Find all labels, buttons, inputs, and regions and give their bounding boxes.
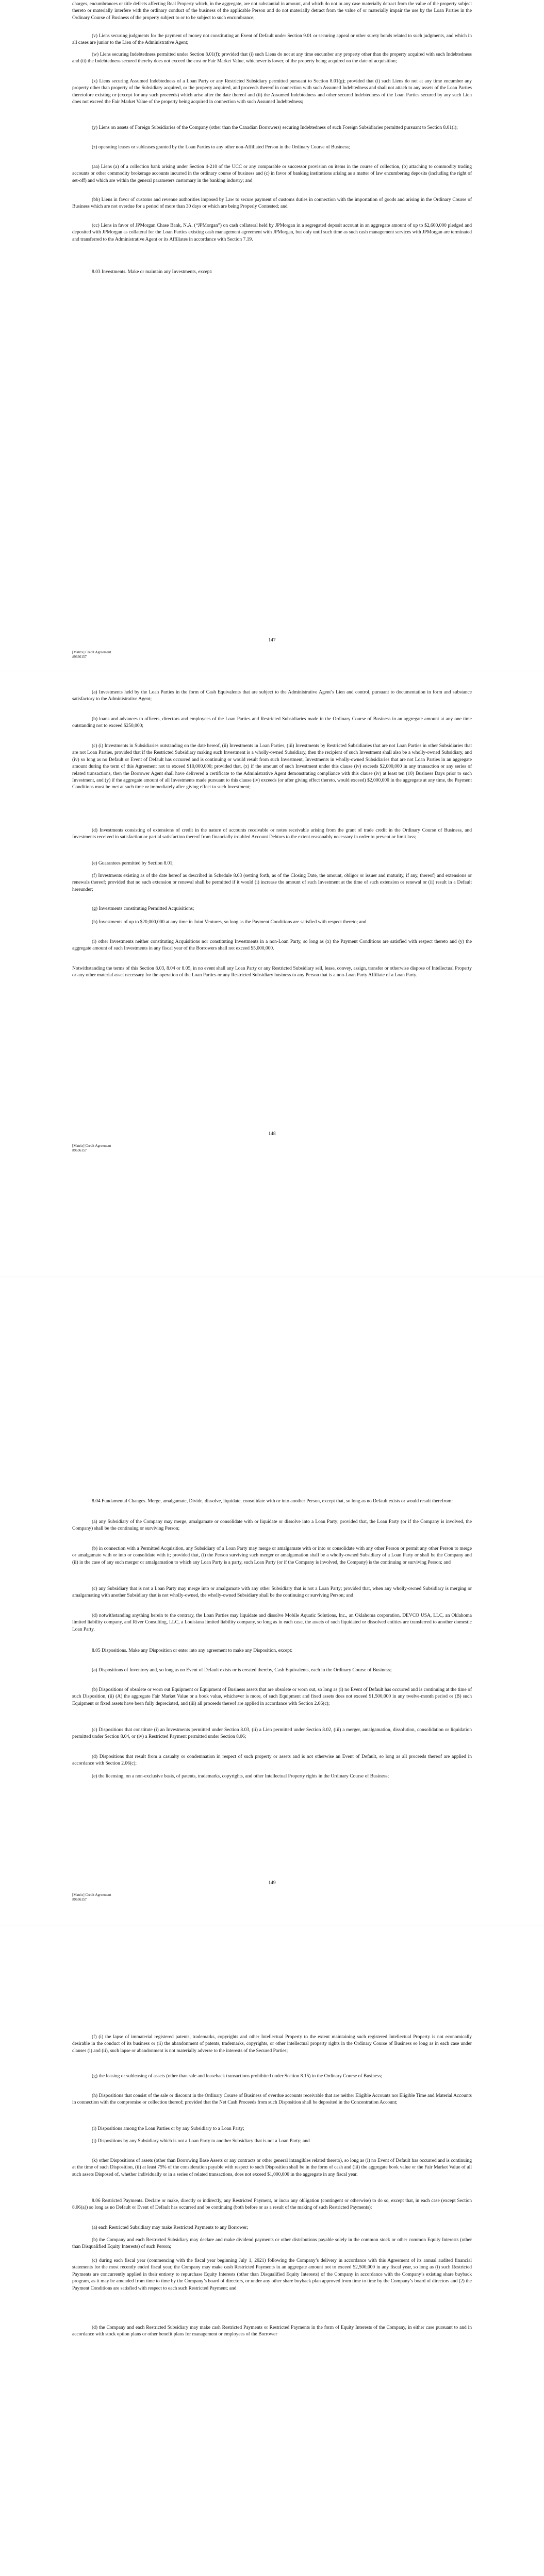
paragraph: (bb) Liens in favor of customs and revenue authorities imposed by Law to secure payment of customs duties in connection with the importation of goods and arising in the Ordinary Course of Business which are not overdue for a period of more than 30 days or which are being Properly Contested; and xyxy=(72,197,472,210)
paragraph: (c) (i) Investments in Subsidiaries outstanding on the date hereof, (ii) Investments in Loan Parties, (iii) Investments by Restricted Subsidiaries that are not Loan Parties in other Subsidiaries that are not Loan Parties, provided that if the Restricted Subsidiary making such Investment is a wholly-owned Subsidiary, then the recipient of such Investment shall also be a wholly-owned Subsidiary, and (iv) so long as no Default or Event of Default has occurred and is continuing or would result from such Investment, Investments in wholly-owned Subsidiaries that are not Loan Parties in an aggregate amount during the term of this Agreement not to exceed $10,000,000; provided that, (x) if the amount of such Investment under this clause (iv) exceeds $2,000,000 in any transaction or any series of related transactions, then the Borrower Agent shall have delivered a certificate to the Administrative Agent demonstrating compliance with this clause (iv) at least ten (10) Business Days prior to such Investment, and (y) if the aggregate amount of all Investments made pursuant to this clause (iv) exceeds (or after giving effect thereto, would exceed) $2,000,000 in the aggregate at any time, the Payment Conditions must be met at such time or immediately after giving effect to such Investment; xyxy=(72,743,472,790)
paragraph: (i) Dispositions among the Loan Parties or by any Subsidiary to a Loan Party; xyxy=(92,2126,244,2131)
paragraph: (g) the leasing or subleasing of assets (other than sale and leaseback transactions prohibited under Section 8.15) in the Ordinary Course of Business; xyxy=(92,2074,383,2079)
paragraph: (k) other Dispositions of assets (other than Borrowing Base Assets or any contracts or other general intangibles related thereto), so long as (i) no Event of Default has occurred and is continuing at the time of such Disposition, (ii) at least 75% of the consideration payable with respect to such Disposition shall be in the form of cash and (iii) the aggregate book value or the Fair Market Value of all such assets Disposed of, whether individually or in a series of related transactions, does not exceed $1,000,000 in the aggregate in any fiscal year. xyxy=(72,2158,472,2177)
paragraph: (z) operating leases or subleases granted by the Loan Parties to any other non-Affiliated Person in the Ordinary Course of Business; xyxy=(92,145,350,150)
section-heading: 8.04 Fundamental Changes. Merge, amalgamate, Divide, dissolve, liquidate, consolidate with or into another Person, except that, so long as no Default exists or would result therefrom: xyxy=(92,1499,453,1504)
footer-docid: #9636157 xyxy=(72,655,87,659)
page-number: 148 xyxy=(268,1131,276,1137)
paragraph: (d) notwithstanding anything herein to the contrary, the Loan Parties may liquidate and dissolve Mobile Aquatic Solutions, Inc., an Oklahoma corporation, DEVCO USA, LLC, an Oklahoma limited liability company, and River Consulting, LLC, a Louisiana limited liability company, so long as in each case, the assets of such liquidated or dissolved entities are transferred to another domestic Loan Party. xyxy=(72,1613,472,1632)
paragraph: (c) any Subsidiary that is not a Loan Party may merge into or amalgamate with any other Subsidiary that is not a Loan Party; provided that, when any wholly-owned Subsidiary is merging or amalgamating with another Subsidiary that is not wholly-owned, the wholly-owned Subsidiary shall be the continuing or surviving Person; and xyxy=(72,1586,472,1599)
page-number: 147 xyxy=(268,638,276,643)
paragraph: (f) Investments existing as of the date hereof as described in Schedule 8.03 (setting forth, as of the Closing Date, the amount, obligor or issuer and maturity, if any, thereof) and extensions or renewals thereof; provided that no such extension or renewal shall be permitted if it would (i) increase the amount of such Investment at the time of such extension or renewal or (ii) result in a Default hereunder; xyxy=(72,873,472,892)
paragraph: (a) any Subsidiary of the Company may merge, amalgamate or consolidate with or liquidate or dissolve into a Loan Party; provided that, the Loan Party (or if the Company is involved, the Company) shall be the continuing or surviving Person; xyxy=(72,1519,472,1532)
paragraph: (c) during each fiscal year (commencing with the fiscal year beginning July 1, 2021) following the Company’s delivery in accordance with this Agreement of its annual audited financial statements for the most recently ended fiscal year, the Company may make cash Restricted Payments in an aggregate amount not to exceed $2,500,000 in any fiscal year, so long as (i) such Restricted Payments are concurrently applied in their entirety to repurchase Equity Interests (other than Disqualified Equity Interests) of the Company in accordance with the Company’s existing share buyback program, as it may be amended from time to time by the Company’s board of directors, or under any other share buyback plan approved from time to time by the Company’s board of directors and (2) the Payment Conditions are satisfied with respect to each such Restricted Payment; and xyxy=(72,2258,472,2291)
paragraph: (f) (i) the lapse of immaterial registered patents, trademarks, copyrights and other Intellectual Property to the extent maintaining such registered Intellectual Property is not economically desirable in the conduct of its business or (ii) the abandonment of patents, trademarks, copyrights, or other intellectual property rights in the Ordinary Course of Business so long as in each case under clauses (i) and (ii), such lapse or abandonment is not materially adverse to the interests of the Secured Parties; xyxy=(72,2035,472,2054)
paragraph: (a) each Restricted Subsidiary may make Restricted Payments to any Borrower; xyxy=(92,2225,249,2230)
paragraph: (d) Investments consisting of extensions of credit in the nature of accounts receivable or notes receivable arising from the grant of trade credit in the Ordinary Course of Business, and Investments received in satisfaction or partial satisfaction thereof from financially troubled Account Debtors to the extent reasonably necessary in order to prevent or limit loss; xyxy=(72,828,472,840)
paragraph: (g) Investments constituting Permitted Acquisitions; xyxy=(92,906,194,911)
paragraph: (h) Investments of up to $20,000,000 at any time in Joint Ventures, so long as the Payment Conditions are satisfied with respect thereto; and xyxy=(92,920,367,925)
footer-title: [Matrix] Credit Agreement xyxy=(72,1893,111,1897)
paragraph: (b) in connection with a Permitted Acquisition, any Subsidiary of a Loan Party may merge or amalgamate with or into or consolidate with any other Person or permit any other Person to merge or amalgamate with or into or consolidate with it; provided that, (i) the Person surviving such merger or amalgamation shall be a wholly-owned Subsidiary of a Loan Party or shall be the Company and (ii) in the case of any such merger or amalgamation to which any Loan Party is a party, such Loan Party (or if the Company is involved, the Company) is the continuing or surviving Person; and xyxy=(72,1546,472,1565)
paragraph: (i) other Investments neither constituting Acquisitions nor constituting Investments in a non-Loan Party, so long as (x) the Payment Conditions are satisfied with respect thereto and (y) the aggregate amount of such Investments in any fiscal year of the Borrowers shall not exceed $5,000,000. xyxy=(72,939,472,952)
paragraph: (aa) Liens (a) of a collection bank arising under Section 4-210 of the UCC or any comparable or successor provision on items in the course of collection, (b) attaching to commodity trading accounts or other commodity brokerage accounts incurred in the ordinary course of business and (c) in favor of banking institutions arising as a matter of law encumbering deposits (including the right of set-off) and which are within the general parameters customary in the banking industry; and xyxy=(72,164,472,183)
paragraph: (b) Dispositions of obsolete or worn out Equipment or Equipment of Business assets that are obsolete or worn out, so long as (i) no Event of Default has occurred and is continuing at the time of such Disposition, (ii) (A) the aggregate Fair Market Value or a book value, whichever is more, of such Equipment and fixed assets does not exceed $1,500,000 in any twelve-month period or (B) such Equipment or fixed assets have been fully depreciated, and (iii) all proceeds thereof are applied in accordance with Section 2.06(c); xyxy=(72,1687,472,1706)
paragraph: (a) Investments held by the Loan Parties in the form of Cash Equivalents that are subject to the Administrative Agent’s Lien and control, pursuant to documentation in form and substance satisfactory to the Administrative Agent; xyxy=(72,690,472,702)
paragraph: (y) Liens on assets of Foreign Subsidiaries of the Company (other than the Canadian Borrowers) securing Indebtedness of such Foreign Subsidiaries permitted pursuant to Section 8.01(l); xyxy=(92,125,458,130)
paragraph: (d) Dispositions that result from a casualty or condemnation in respect of such property or assets and is not otherwise an Event of Default, so long as all proceeds thereof are applied in accordance with Section 2.06(c); xyxy=(72,1754,472,1767)
section-heading: 8.06 Restricted Payments. Declare or make, directly or indirectly, any Restricted Payment, or incur any obligation (contingent or otherwise) to do so, except that, in each case (except Section 8.06(a)) so long as no Default or Event of Default has occurred and be continuing (both before or as a result of the making of such Restricted Payments): xyxy=(72,2198,472,2211)
paragraph: (c) Dispositions that constitute (i) an Investments permitted under Section 8.03, (ii) a Lien permitted under Section 8.02, (iii) a merger, amalgamation, dissolution, consolidation or liquidation permitted under Section 8.04, or (iv) a Restricted Payment permitted under Section 8.06; xyxy=(72,1727,472,1740)
section-heading: 8.05 Dispositions. Make any Disposition or enter into any agreement to make any Disposition, except: xyxy=(92,1648,293,1653)
footer-title: [Matrix] Credit Agreement xyxy=(72,1144,111,1148)
section-heading: 8.03 Investments. Make or maintain any Investments, except: xyxy=(92,269,212,275)
paragraph: (j) Dispositions by any Subsidiary which is not a Loan Party to another Subsidiary that is not a Loan Party; and xyxy=(92,2139,310,2144)
paragraph: (b) the Company and each Restricted Subsidiary may declare and make dividend payments or other distributions payable solely in the common stock or other common Equity Interests (other than Disqualified Equity Interests) of such Person; xyxy=(72,2238,472,2250)
paragraph: (e) the licensing, on a non-exclusive basis, of patents, trademarks, copyrights, and other Intellectual Property rights in the Ordinary Course of Business; xyxy=(92,1774,389,1779)
paragraph: Notwithstanding the terms of this Section 8.03, 8.04 or 8.05, in no event shall any Loan Party or any Restricted Subsidiary sell, lease, convey, assign, transfer or otherwise dispose of Intellectual Property or any other material asset necessary for the operation of the Loan Parties or any Restricted Subsidiary business to any Person that is a non-Loan Party Affiliate of a Loan Party. xyxy=(72,966,472,978)
paragraph: (a) Dispositions of Inventory and, so long as no Event of Default exists or is created thereby, Cash Equivalents, each in the Ordinary Course of Business; xyxy=(92,1668,392,1673)
paragraph: charges, encumbrances or title defects affecting Real Property which, in the aggregate, are not substantial in amount, and which do not in any case materially detract from the value of the property subject thereto or materially interfere with the ordinary conduct of the business of the applicable Person and do not materially detract from the value of or materially impair the use by the Loan Parties in the Ordinary Course of Business of the property subject to or to be subject to such encumbrance; xyxy=(72,2,472,21)
footer-docid: #9636157 xyxy=(72,1148,87,1153)
paragraph: (d) the Company and each Restricted Subsidiary may make cash Restricted Payments or Restricted Payments in the form of Equity Interests of the Company, in either case pursuant to and in accordance with stock option plans or other benefit plans for management or employees of the Borrower xyxy=(72,2325,472,2337)
paragraph: (v) Liens securing judgments for the payment of money not constituting an Event of Default under Section 9.01 or securing appeal or other surety bonds related to such judgments, and which in all cases are junior to the Lien of the Administrative Agent; xyxy=(72,33,472,46)
paragraph: (e) Guarantees permitted by Section 8.01; xyxy=(92,861,174,866)
footer-title: [Matrix] Credit Agreement xyxy=(72,650,111,654)
paragraph: (cc) Liens in favor of JPMorgan Chase Bank, N.A. (“JPMorgan”) on cash collateral held by JPMorgan in a segregated deposit account in an aggregate amount of up to $2,600,000 pledged and deposited with JPMorgan as collateral for the Loan Parties existing cash management agreement with JPMorgan, but only until such time as such cash management services with JPMorgan are terminated and transferred to the Administrative Agent or its Affiliates in accordance with Section 7.19. xyxy=(72,223,472,242)
paragraph: (w) Liens securing Indebtedness permitted under Section 8.01(f); provided that (i) such Liens do not at any time encumber any property other than the property acquired with such Indebtedness and (ii) the Indebtedness secured thereby does not exceed the cost or Fair Market Value, whichever is lower, of the property being acquired on the date of acquisition; xyxy=(72,52,472,64)
paragraph: (b) loans and advances to officers, directors and employees of the Loan Parties and Restricted Subsidiaries made in the Ordinary Course of Business in an aggregate amount at any one time outstanding not to exceed $250,000; xyxy=(72,717,472,729)
paragraph: (x) Liens securing Assumed Indebtedness of a Loan Party or any Restricted Subsidiary permitted pursuant to Section 8.01(g); provided that (i) such Liens do not at any time encumber any property other than property of the Subsidiary acquired, or the property acquired, and proceeds thereof in connection with such Assumed Indebtedness and shall not attach to any assets of the Loan Parties theretofore existing or (except for any such proceeds) which arise after the date thereof and (ii) the Assumed Indebtedness and other secured Indebtedness of the Loan Parties secured by any such Lien does not exceed the Fair Market Value of the property being acquired in connection with such Assumed Indebtedness; xyxy=(72,79,472,105)
page-number: 149 xyxy=(268,1880,276,1886)
paragraph: (h) Dispositions that consist of the sale or discount in the Ordinary Course of Business of overdue accounts receivable that are neither Eligible Accounts nor Eligible Time and Material Accounts in connection with the compromise or collection thereof; provided that the Net Cash Proceeds from such Disposition shall be deposited in the Concentration Account; xyxy=(72,2093,472,2106)
footer-docid: #9636157 xyxy=(72,1897,87,1902)
